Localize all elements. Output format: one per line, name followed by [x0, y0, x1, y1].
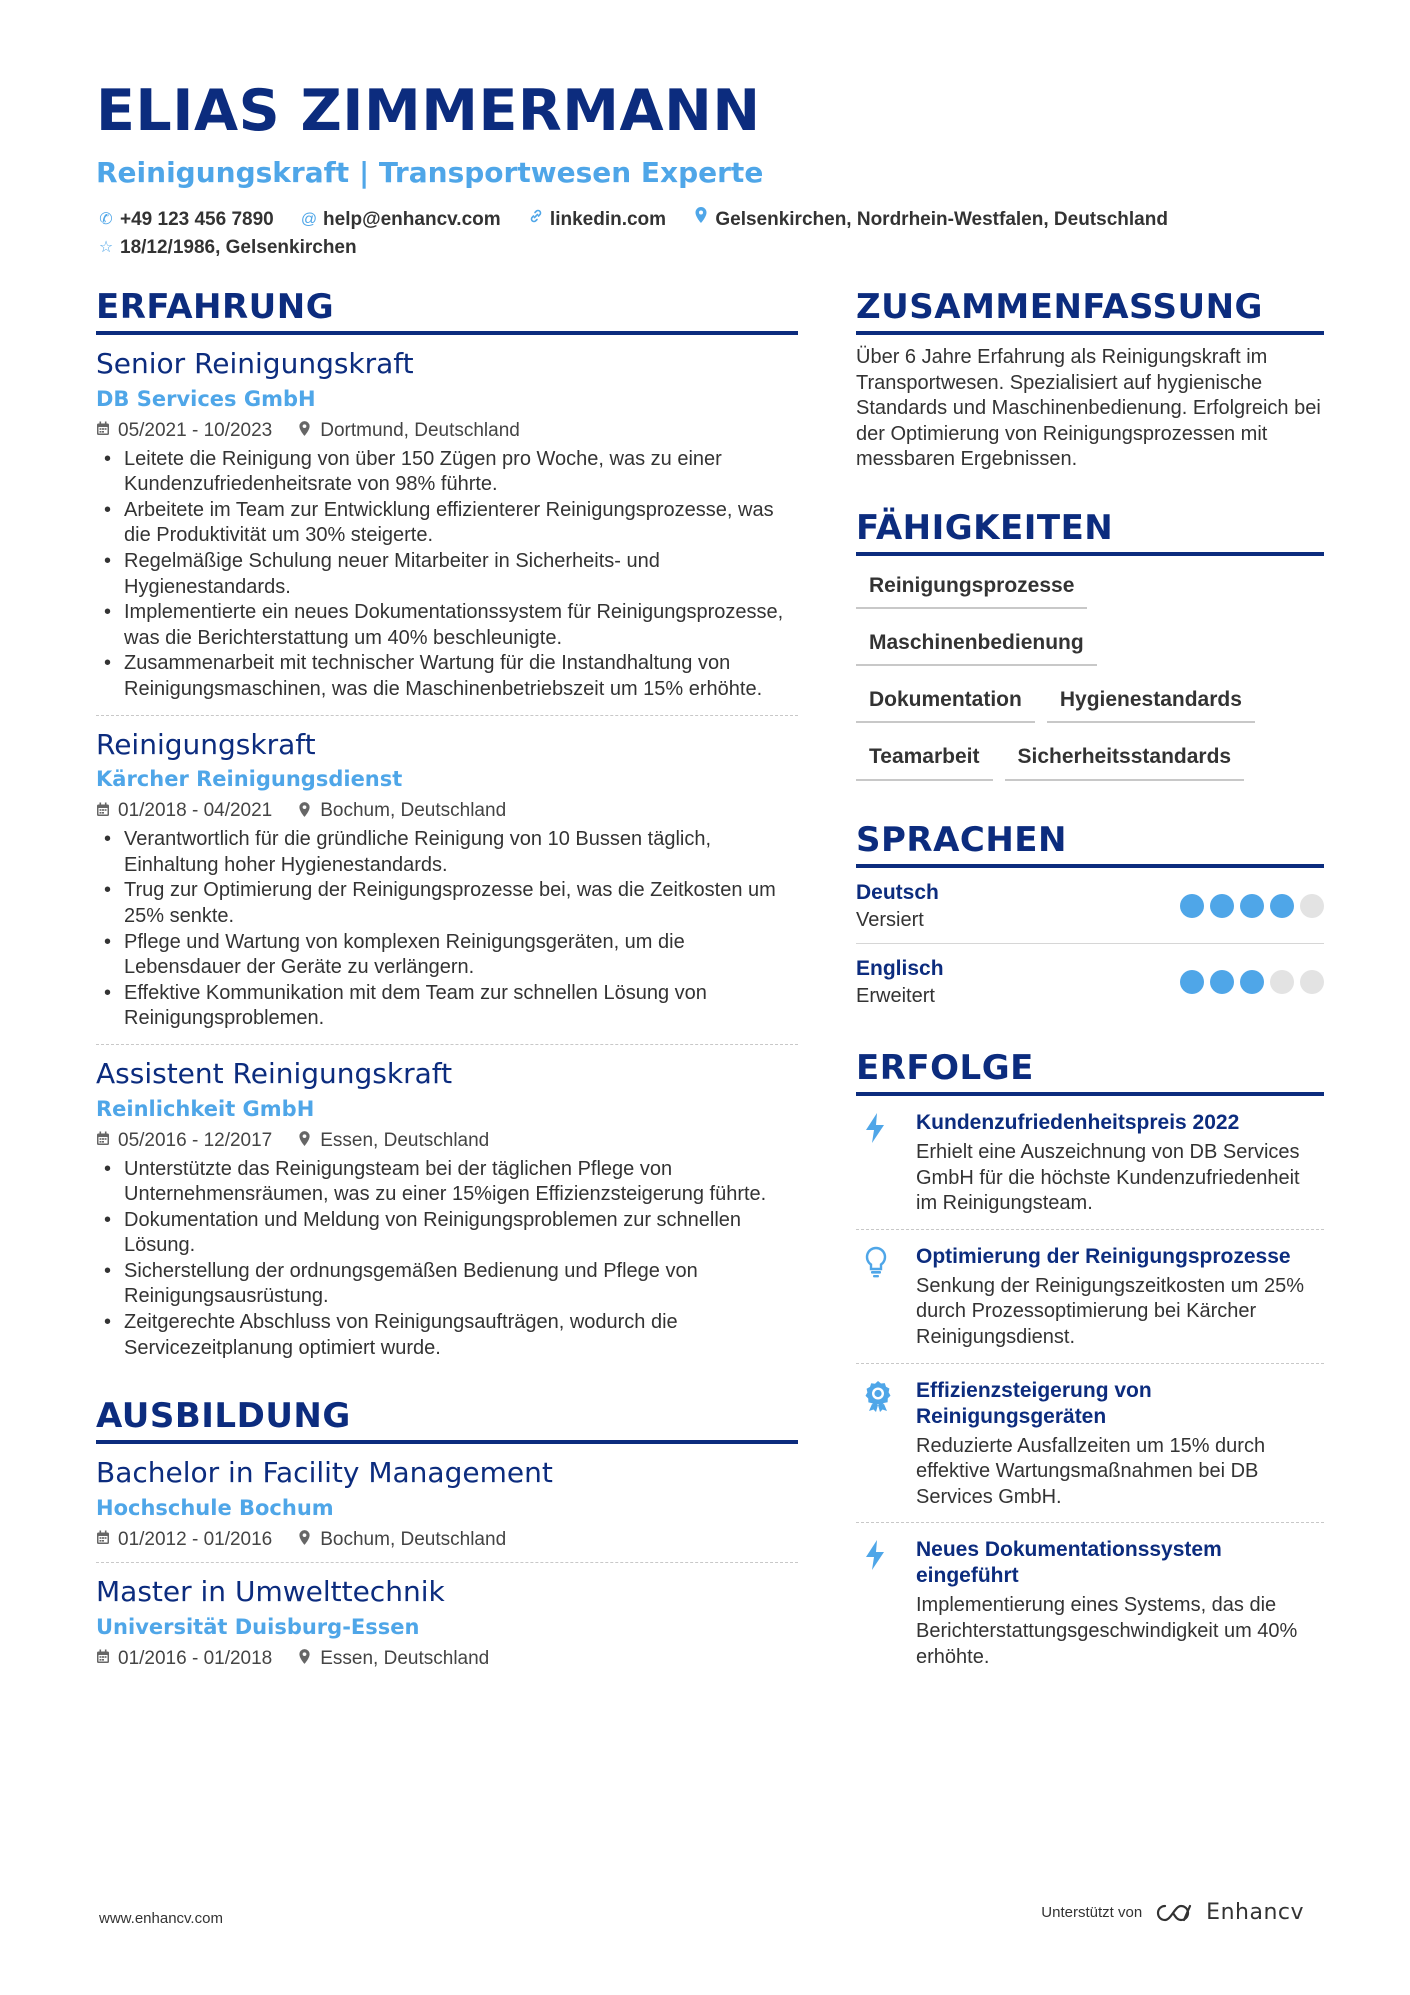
- rating-dot-filled: [1210, 970, 1234, 994]
- achievement-desc: Implementierung eines Systems, das die Berichterstattungsgeschwindigkeit um 40% erhöhte.: [916, 1594, 1298, 1668]
- education-degree: Bachelor in Facility Management: [96, 1456, 553, 1490]
- calendar-icon: [96, 1530, 118, 1550]
- job-meta: [96, 1130, 798, 1153]
- linkedin-text: linkedin.com: [549, 208, 667, 230]
- rating-dot-filled: [1240, 894, 1264, 918]
- job-bullet: • Zeitgerechte Abschluss von Reinigungsaufträgen, wodurch die Servicezeitplanung optimiert wurde.: [96, 1310, 798, 1361]
- job-bullet: • Unterstützte das Reinigungsteam bei der täglichen Pflege von Unternehmensräumen, was zu einer 15%igen Effizienzsteigerung führte.: [96, 1157, 798, 1208]
- job-location: Bochum, Deutschland: [320, 800, 507, 822]
- footer-website[interactable]: www.enhancv.com: [99, 1910, 223, 1927]
- map-pin-icon: [298, 1648, 320, 1670]
- achievement-title: Neues Dokumentationssystem eingeführt: [916, 1538, 1222, 1588]
- education-dates: 01/2016 - 01/2018: [118, 1647, 273, 1669]
- education-school: Hochschule Bochum: [96, 1495, 334, 1520]
- contact-linkedin[interactable]: [526, 206, 666, 233]
- language-entry: [856, 944, 1324, 1019]
- education-degree: Master in Umwelttechnik: [96, 1574, 445, 1608]
- job-entry: [96, 716, 798, 1045]
- right-column: [856, 288, 1324, 1682]
- achievement-desc: Erhielt eine Auszeichnung von DB Services GmbH für die höchste Kundenzufriedenheit im Reinigungsteam.: [916, 1141, 1300, 1215]
- contact-email[interactable]: [299, 206, 501, 233]
- job-meta: [96, 420, 798, 443]
- rating-dot-filled: [1270, 894, 1294, 918]
- contact-info: [96, 205, 1314, 261]
- education-location: Bochum, Deutschland: [320, 1529, 507, 1551]
- education-meta: [96, 1648, 798, 1671]
- education-entry: [96, 1563, 798, 1681]
- rating-dot-empty: [1270, 970, 1294, 994]
- candidate-tagline: Reinigungskraft | Transportwesen Experte: [96, 155, 764, 189]
- candidate-name: ELIAS ZIMMERMANN: [96, 78, 761, 144]
- contact-birth: [96, 234, 357, 261]
- language-rating: [1180, 970, 1324, 994]
- lightning-icon: [856, 1110, 916, 1217]
- left-column: [96, 288, 798, 1681]
- job-bullet: • Zusammenarbeit mit technischer Wartung für die Instandhaltung von Reinigungsmaschinen, was die Maschinenbetriebszeit um 15% erhöhte.: [96, 651, 798, 702]
- job-bullet: • Implementierte ein neues Dokumentationssystem für Reinigungsprozesse, was die Berichterstattung um 40% beschleunigte.: [96, 600, 798, 651]
- location-text: Gelsenkirchen, Nordrhein-Westfalen, Deutschland: [715, 208, 1168, 230]
- achievement-entry: [856, 1096, 1324, 1230]
- skills-list: [856, 566, 1324, 794]
- job-title: Reinigungskraft: [96, 727, 316, 761]
- calendar-icon: [96, 1131, 118, 1151]
- map-pin-icon: [691, 206, 711, 233]
- job-bullet: • Dokumentation und Meldung von Reinigungsproblemen zur schnellen Lösung.: [96, 1208, 798, 1259]
- languages-list: [856, 868, 1324, 1019]
- job-bullet: • Regelmäßige Schulung neuer Mitarbeiter in Sicherheits- und Hygienestandards.: [96, 549, 798, 600]
- education-section-title: AUSBILDUNG: [96, 1397, 798, 1444]
- skills-section-title: FÄHIGKEITEN: [856, 509, 1324, 556]
- achievements-section-title: ERFOLGE: [856, 1049, 1324, 1096]
- map-pin-icon: [298, 1529, 320, 1551]
- rating-dot-empty: [1300, 894, 1324, 918]
- job-bullet: • Arbeitete im Team zur Entwicklung effizienterer Reinigungsprozesse, was die Produktivität um 30% steigerte.: [96, 498, 798, 549]
- languages-section-title: SPRACHEN: [856, 821, 1324, 868]
- brand-name: Enhancv: [1206, 1900, 1304, 1925]
- job-company: Reinlichkeit GmbH: [96, 1096, 315, 1121]
- map-pin-icon: [298, 420, 320, 442]
- star-icon: ☆: [98, 238, 114, 256]
- birth-text: 18/12/1986, Gelsenkirchen: [120, 236, 357, 258]
- achievement-title: Optimierung der Reinigungsprozesse: [916, 1244, 1291, 1268]
- skill-tag: Dokumentation: [856, 680, 1035, 723]
- footer-branding[interactable]: [1041, 1900, 1304, 1925]
- calendar-icon: [96, 1649, 118, 1669]
- education-meta: [96, 1529, 798, 1552]
- language-name: Englisch: [856, 956, 944, 980]
- phone-text: +49 123 456 7890: [120, 208, 274, 230]
- achievement-entry: [856, 1523, 1324, 1682]
- lightbulb-icon: [856, 1244, 916, 1351]
- job-title: Senior Reinigungskraft: [96, 347, 414, 381]
- language-level: Versiert: [856, 908, 924, 931]
- education-entry: [96, 1444, 798, 1563]
- job-location: Dortmund, Deutschland: [320, 419, 520, 441]
- job-bullets: [96, 1157, 798, 1362]
- email-text: help@enhancv.com: [323, 208, 501, 230]
- education-school: Universität Duisburg-Essen: [96, 1614, 420, 1639]
- lightning-icon: [856, 1537, 916, 1670]
- skill-tag: Hygienestandards: [1047, 680, 1255, 723]
- education-location: Essen, Deutschland: [320, 1647, 490, 1669]
- job-company: DB Services GmbH: [96, 386, 316, 411]
- at-icon: @: [300, 210, 318, 228]
- calendar-icon: [96, 802, 118, 822]
- education-dates: 01/2012 - 01/2016: [118, 1529, 273, 1551]
- achievement-desc: Reduzierte Ausfallzeiten um 15% durch effektive Wartungsmaßnahmen bei DB Services GmbH.: [916, 1434, 1266, 1508]
- skill-tag: Reinigungsprozesse: [856, 566, 1087, 609]
- achievement-title: Effizienzsteigerung von Reinigungsgeräten: [916, 1378, 1152, 1428]
- job-company: Kärcher Reinigungsdienst: [96, 767, 403, 792]
- experience-list: [96, 335, 798, 1373]
- award-icon: [856, 1378, 916, 1511]
- contact-location: [691, 206, 1168, 233]
- job-location: Essen, Deutschland: [320, 1129, 490, 1151]
- job-bullets: [96, 827, 798, 1032]
- achievements-list: [856, 1096, 1324, 1682]
- achievement-entry: [856, 1230, 1324, 1364]
- powered-by-text: Unterstützt von: [1041, 1904, 1143, 1921]
- contact-phone[interactable]: [96, 206, 274, 233]
- skill-tag: Maschinenbedienung: [856, 623, 1097, 666]
- education-list: [96, 1444, 798, 1680]
- job-dates: 05/2021 - 10/2023: [118, 419, 273, 441]
- language-entry: [856, 868, 1324, 944]
- job-entry: [96, 1045, 798, 1373]
- enhancv-logo-icon: [1154, 1902, 1198, 1924]
- link-icon: [526, 206, 546, 233]
- map-pin-icon: [298, 1130, 320, 1152]
- job-bullet: • Sicherstellung der ordnungsgemäßen Bedienung und Pflege von Reinigungsausrüstung.: [96, 1259, 798, 1310]
- job-entry: [96, 335, 798, 716]
- achievement-title: Kundenzufriedenheitspreis 2022: [916, 1111, 1240, 1135]
- job-bullet: • Pflege und Wartung von komplexen Reinigungsgeräten, um die Lebensdauer der Geräte zu verlängern.: [96, 930, 798, 981]
- summary-section-title: ZUSAMMENFASSUNG: [856, 288, 1324, 335]
- language-rating: [1180, 894, 1324, 918]
- job-dates: 01/2018 - 04/2021: [118, 800, 273, 822]
- experience-section-title: ERFAHRUNG: [96, 288, 798, 335]
- rating-dot-filled: [1240, 970, 1264, 994]
- job-bullet: • Trug zur Optimierung der Reinigungsprozesse bei, was die Zeitkosten um 25% senkte.: [96, 878, 798, 929]
- achievement-entry: [856, 1364, 1324, 1524]
- job-dates: 05/2016 - 12/2017: [118, 1129, 273, 1151]
- rating-dot-empty: [1300, 970, 1324, 994]
- job-bullets: [96, 447, 798, 703]
- skill-tag: Sicherheitsstandards: [1005, 737, 1245, 780]
- map-pin-icon: [298, 801, 320, 823]
- rating-dot-filled: [1180, 894, 1204, 918]
- language-level: Erweitert: [856, 985, 935, 1007]
- job-bullet: • Leitete die Reinigung von über 150 Zügen pro Woche, was zu einer Kundenzufriedenheitsrate von 98% führte.: [96, 447, 798, 498]
- job-bullet: • Effektive Kommunikation mit dem Team zur schnellen Lösung von Reinigungsproblemen.: [96, 981, 798, 1032]
- summary-text: Über 6 Jahre Erfahrung als Reinigungskraft im Transportwesen. Spezialisiert auf hygienische Standards und Maschinenbedienung. Erfolgreich bei der Optimierung von Reinigungsprozessen mit messbaren Ergebnissen.: [856, 346, 1321, 471]
- job-title: Assistent Reinigungskraft: [96, 1056, 453, 1090]
- skill-tag: Teamarbeit: [856, 737, 993, 780]
- calendar-icon: [96, 421, 118, 441]
- achievement-desc: Senkung der Reinigungszeitkosten um 25% durch Prozessoptimierung bei Kärcher Reinigungsdienst.: [916, 1274, 1305, 1349]
- job-meta: [96, 800, 798, 823]
- phone-icon: ✆: [99, 210, 113, 228]
- rating-dot-filled: [1180, 970, 1204, 994]
- job-bullet: • Verantwortlich für die gründliche Reinigung von 10 Bussen täglich, Einhaltung hoher Hygienestandards.: [96, 827, 798, 878]
- rating-dot-filled: [1210, 894, 1234, 918]
- language-name: Deutsch: [856, 880, 939, 904]
